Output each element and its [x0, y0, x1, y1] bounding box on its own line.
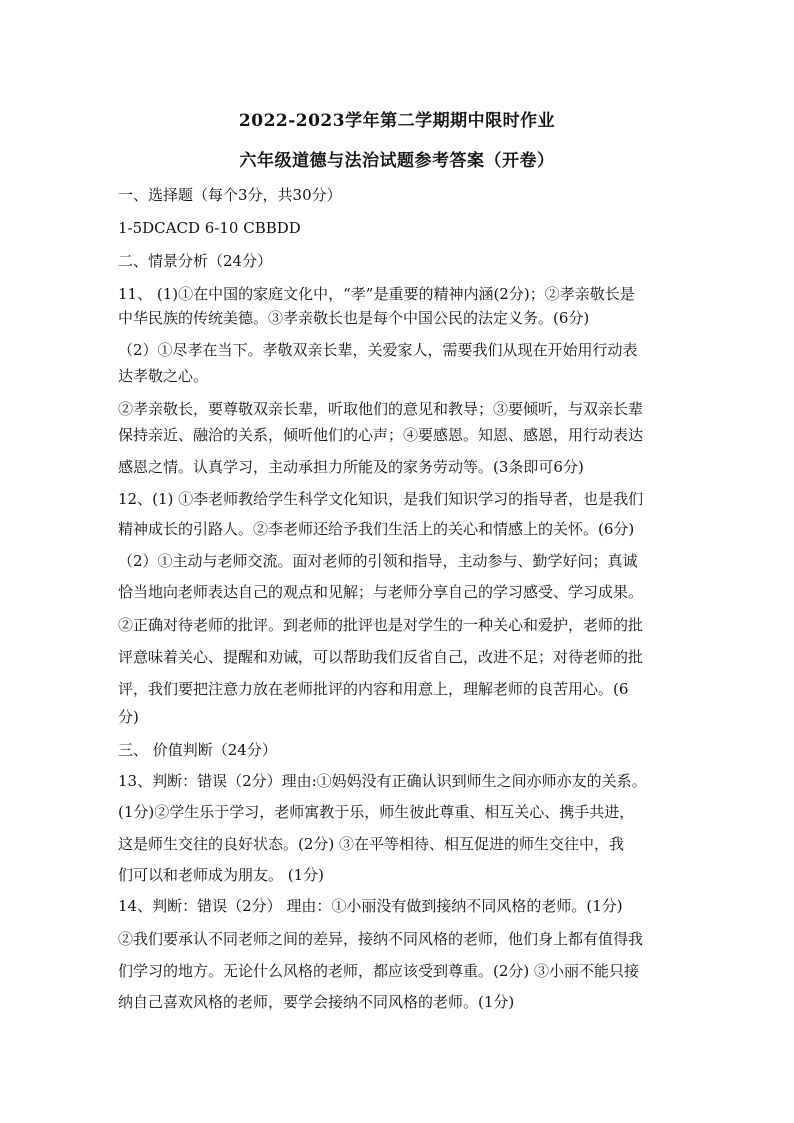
answer-line: 纳自己喜欢风格的老师，要学会接纳不同风格的老师。(1分) [118, 993, 515, 1011]
choice-answers: 1-5DCACD 6-10 CBBDD [118, 219, 301, 237]
answer-line: 分) [118, 708, 139, 726]
section-heading-choice: 一、选择题（每个3分，共30分） [118, 186, 342, 204]
answer-line: 评，我们要把注意力放在老师批评的内容和用意上，理解老师的良苦用心。(6 [118, 680, 629, 698]
answer-line: 这是师生交往的良好状态。(2分) ③在平等相待、相互促进的师生交往中，我 [118, 835, 625, 853]
answer-line: 保持亲近、融洽的关系，倾听他们的心声；④要感恩。知恩、感恩，用行动表达 [118, 426, 644, 444]
section-heading-situation: 二、情景分析（24分） [118, 252, 273, 270]
answer-line: （2）①主动与老师交流。面对老师的引领和指导，主动参与、勤学好问；真诚 [118, 552, 638, 570]
answer-line: 达孝敬之心。 [118, 367, 209, 385]
answer-line: （2）①尽孝在当下。孝敬双亲长辈，关爱家人，需要我们从现在开始用行动表 [118, 341, 638, 359]
answer-line: 14、判断：错误（2分） 理由：①小丽没有做到接纳不同风格的老师。(1分) [118, 897, 623, 915]
answer-line: 们学习的地方。无论什么风格的老师，都应该受到尊重。(2分) ③小丽不能只接 [118, 962, 640, 980]
section-heading-judgment: 三、 价值判断（24分） [118, 741, 277, 759]
answer-line: 精神成长的引路人。②李老师还给予我们生活上的关心和情感上的关怀。(6分) [118, 520, 635, 538]
answer-line: ②我们要承认不同老师之间的差异，接纳不同风格的老师，他们身上都有值得我 [118, 930, 644, 948]
answer-line: 11、 (1)①在中国的家庭文化中，“孝”是重要的精神内涵(2分)；②孝亲敬长是 [118, 285, 635, 303]
answer-line: 13、判断：错误（2分）理由:①妈妈没有正确认识到师生之间亦师亦友的关系。 [118, 772, 647, 790]
answer-line: 评意味着关心、提醒和劝诫，可以帮助我们反省自己，改进不足；对待老师的批 [118, 648, 644, 666]
answer-line: (1分)②学生乐于学习，老师寓教于乐，师生彼此尊重、相互关心、携手共进， [118, 803, 635, 821]
answer-line: ②正确对待老师的批评。到老师的批评也是对学生的一种关心和爱护，老师的批 [118, 616, 644, 634]
answer-line: 们可以和老师成为朋友。 (1分) [118, 866, 325, 884]
answer-line: 感恩之情。认真学习，主动承担力所能及的家务劳动等。(3条即可6分) [118, 458, 584, 476]
answer-line: 12、(1) ①李老师教给学生科学文化知识，是我们知识学习的指导者，也是我们 [118, 490, 644, 508]
document-title: 2022-2023学年第二学期期中限时作业 [238, 111, 556, 131]
answer-line: 恰当地向老师表达自己的观点和见解；与老师分享自己的学习感受、学习成果。 [118, 583, 644, 601]
answer-line: 中华民族的传统美德。③孝亲敬长也是每个中国公民的法定义务。(6分) [118, 309, 590, 327]
answer-line: ②孝亲敬长，要尊敬双亲长辈，听取他们的意见和教导；③要倾听，与双亲长辈 [118, 400, 644, 418]
document-subtitle: 六年级道德与法治试题参考答案（开卷） [239, 151, 555, 171]
